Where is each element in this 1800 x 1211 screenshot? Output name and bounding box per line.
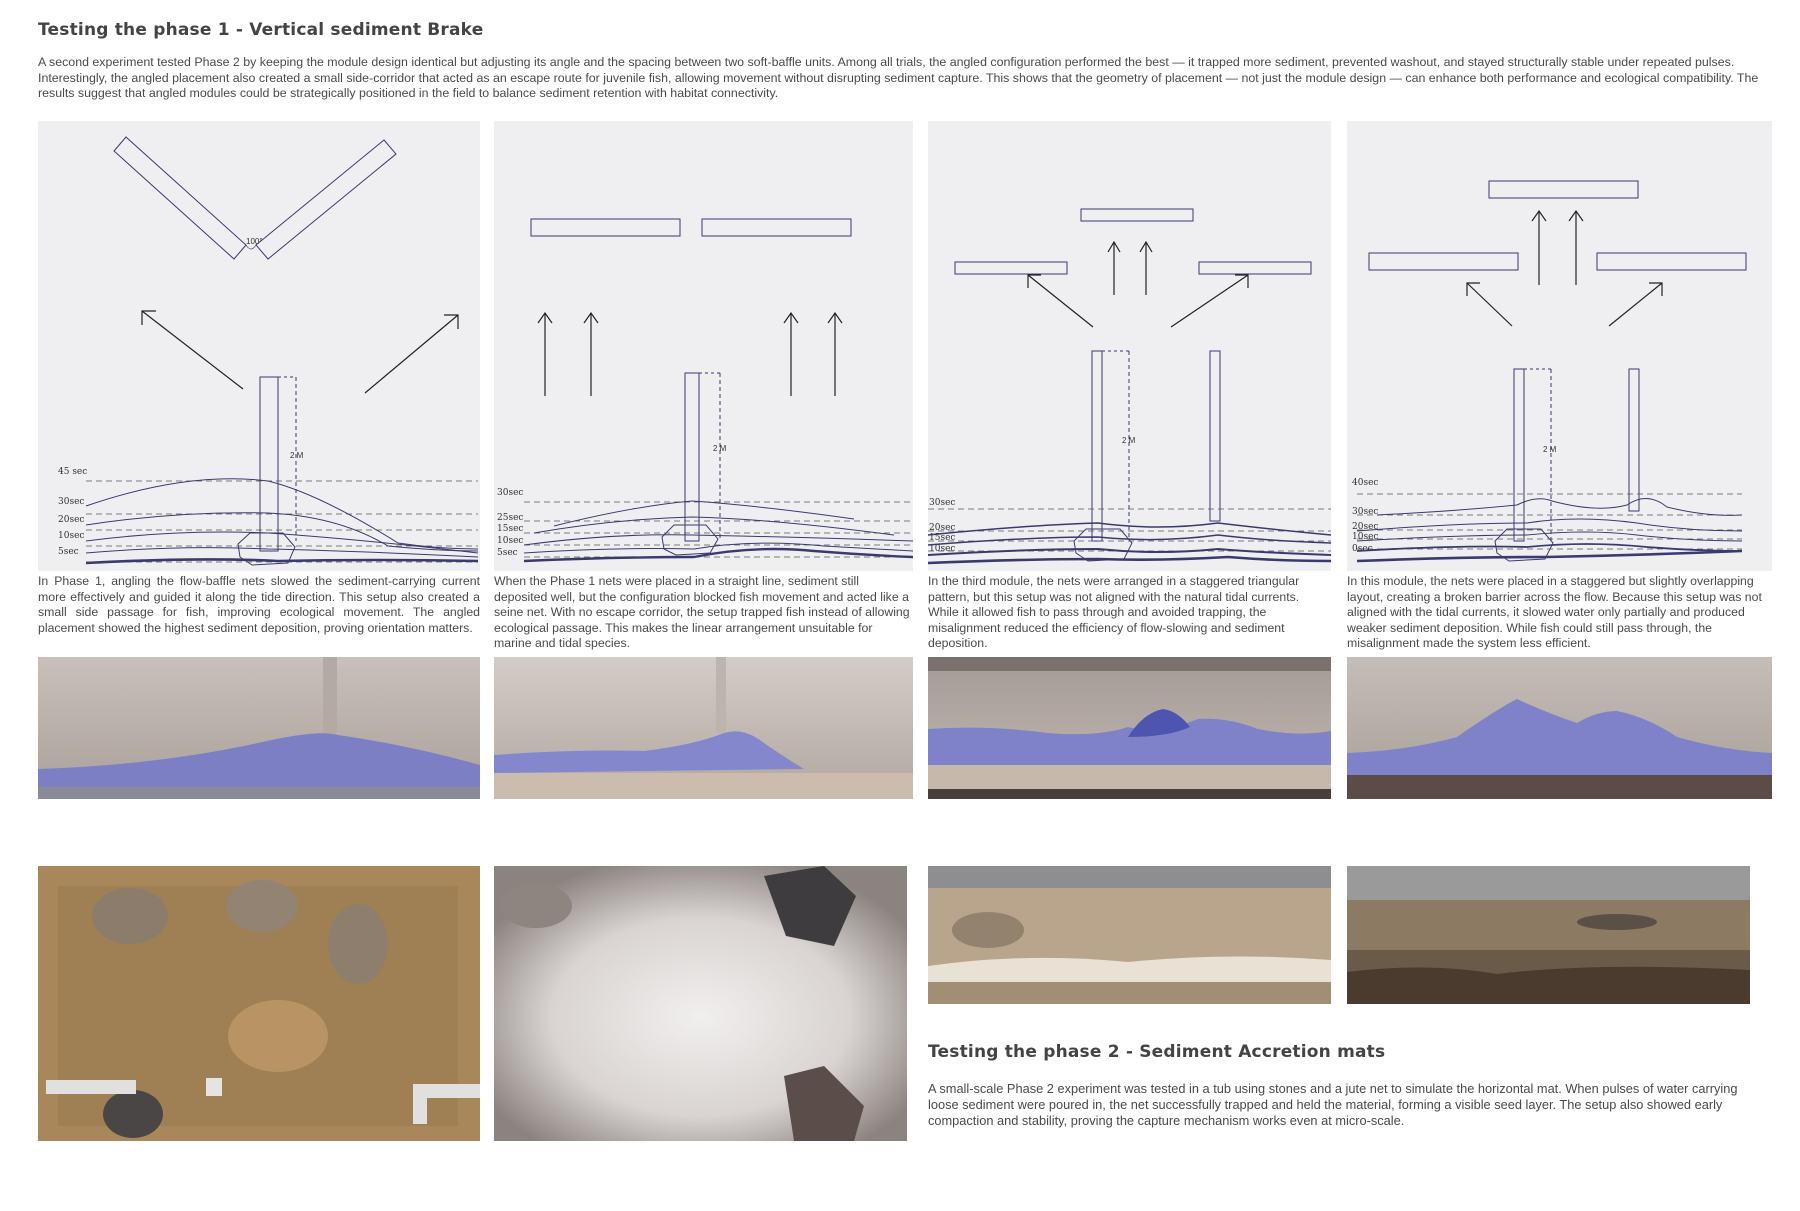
pole bbox=[685, 373, 699, 541]
baffle-right bbox=[1199, 262, 1311, 274]
diagram-overlapping-drawing bbox=[1347, 121, 1772, 571]
phase2-title: Testing the phase 2 - Sediment Accretion mats bbox=[928, 1042, 1386, 1062]
time-label: 40sec bbox=[1352, 478, 1379, 488]
time-label: 20sec bbox=[1352, 522, 1379, 532]
baffle-left bbox=[955, 262, 1067, 274]
pole-2 bbox=[1629, 369, 1639, 511]
tank-photo-overlapping bbox=[1347, 657, 1772, 799]
baffle-top bbox=[1489, 181, 1638, 198]
phase2-paragraph: A small-scale Phase 2 experiment was tested in a tub using stones and a jute net to simulate the horizontal mat. When pulses of water carrying loose sediment were poured in, the net successfully trapped and held the material, forming a visible seed layer. The setup also showed early compaction and stability, proving the capture mechanism works even at micro-scale. bbox=[928, 1081, 1738, 1128]
time-label: 15sec bbox=[929, 533, 956, 543]
angle-label: 100° bbox=[246, 237, 263, 246]
pole-1 bbox=[1092, 351, 1102, 541]
diagram-angled-drawing bbox=[38, 121, 480, 571]
pole bbox=[260, 377, 278, 551]
flow-arrow-right bbox=[365, 315, 458, 393]
caption-overlapping: In this module, the nets were placed in a staggered but slightly overlapping layout, creating a broken barrier across the flow. Because this setup was not aligned with the tidal currents, it slowed water only partially and produced weaker sediment deposition. While fish could still pass through, the misalignment made the system less efficient. bbox=[1347, 574, 1762, 650]
height-label: 2 M bbox=[1543, 445, 1557, 454]
flow-arrow-left bbox=[142, 311, 243, 389]
time-label: 30sec bbox=[58, 497, 85, 507]
tub-photo-jute-net bbox=[38, 866, 480, 1141]
time-label: 45 sec bbox=[58, 467, 88, 477]
tank-photo-angled bbox=[38, 657, 480, 799]
diagram-overlapping bbox=[1347, 121, 1772, 571]
time-label: 10sec bbox=[58, 531, 85, 541]
tank-photo-straight bbox=[494, 657, 913, 799]
time-label: 0sec bbox=[1352, 544, 1373, 554]
tub-photo-side-view-2 bbox=[1347, 866, 1750, 1004]
diagram-angled bbox=[38, 121, 480, 571]
baffle-right bbox=[1597, 253, 1746, 270]
baffle-left bbox=[1369, 253, 1518, 270]
baffle-left bbox=[114, 137, 246, 259]
time-label: 30sec bbox=[1352, 507, 1379, 517]
baffle-top bbox=[1081, 209, 1193, 221]
baffle-right bbox=[702, 219, 851, 236]
time-label: 20sec bbox=[929, 523, 956, 533]
tank-photo-triangular bbox=[928, 657, 1331, 799]
diagram-straight-drawing bbox=[494, 121, 913, 571]
caption-straight: When the Phase 1 nets were placed in a straight line, sediment still deposited well, but the configuration blocked fish movement and acted like a seine net. With no escape corridor, the setup trapped fish instead of allowing ecological passage. This makes the linear arrangement unsuitable for marine and tidal species. bbox=[494, 574, 910, 650]
baffle-right bbox=[256, 140, 396, 259]
time-label: 30sec bbox=[497, 488, 524, 498]
time-label: 15sec bbox=[497, 524, 524, 534]
height-label: 2 M bbox=[290, 451, 304, 460]
time-label: 10sec bbox=[1352, 532, 1379, 542]
time-label: 5sec bbox=[58, 547, 79, 557]
time-label: 25sec bbox=[497, 513, 524, 523]
time-label: 20sec bbox=[58, 515, 85, 525]
tub-photo-sediment-layer bbox=[494, 866, 907, 1141]
diagram-triangular bbox=[928, 121, 1331, 571]
pole-2 bbox=[1210, 351, 1220, 521]
time-label: 5sec bbox=[497, 548, 518, 558]
page-title: Testing the phase 1 - Vertical sediment Brake bbox=[38, 20, 484, 40]
height-label: 2 M bbox=[1122, 436, 1136, 445]
caption-triangular: In the third module, the nets were arranged in a staggered triangular pattern, but this setup was not aligned with the natural tidal currents. While it allowed fish to pass through and avoided trapping, the misalignment reduced the efficiency of flow-slowing and sediment deposition. bbox=[928, 574, 1300, 650]
tub-photo-side-view-1 bbox=[928, 866, 1331, 1004]
baffle-left bbox=[531, 219, 680, 236]
time-label: 30sec bbox=[929, 498, 956, 508]
caption-angled: In Phase 1, angling the flow-baffle nets slowed the sediment-carrying current more effectively and guided it along the tide direction. This setup also created a small side passage for fish, improving ecological movement. The angled placement showed the highest sediment deposition, proving orientation matters. bbox=[38, 574, 480, 635]
time-label: 10sec bbox=[929, 544, 956, 554]
height-label: 2 M bbox=[713, 444, 727, 453]
diagram-straight bbox=[494, 121, 913, 571]
time-label: 10sec bbox=[497, 536, 524, 546]
intro-paragraph: A second experiment tested Phase 2 by keeping the module design identical but adjusting its angle and the spacing between two soft-baffle units. Among all trials, the angled configuration performed the best — it trapped more sediment, prevented washout, and stayed structurally stable under repeated pulses. Interestingly, the angled placement also created a small side-corridor that acted as an escape route for juvenile fish, allowing movement without disrupting sediment capture. This shows that the geometry of placement — not just the module design — can enhance both performance and ecological compatibility. The results suggest that angled modules could be strategically positioned in the field to balance sediment retention with habitat connectivity. bbox=[38, 55, 1759, 100]
diagram-triangular-drawing bbox=[928, 121, 1331, 571]
